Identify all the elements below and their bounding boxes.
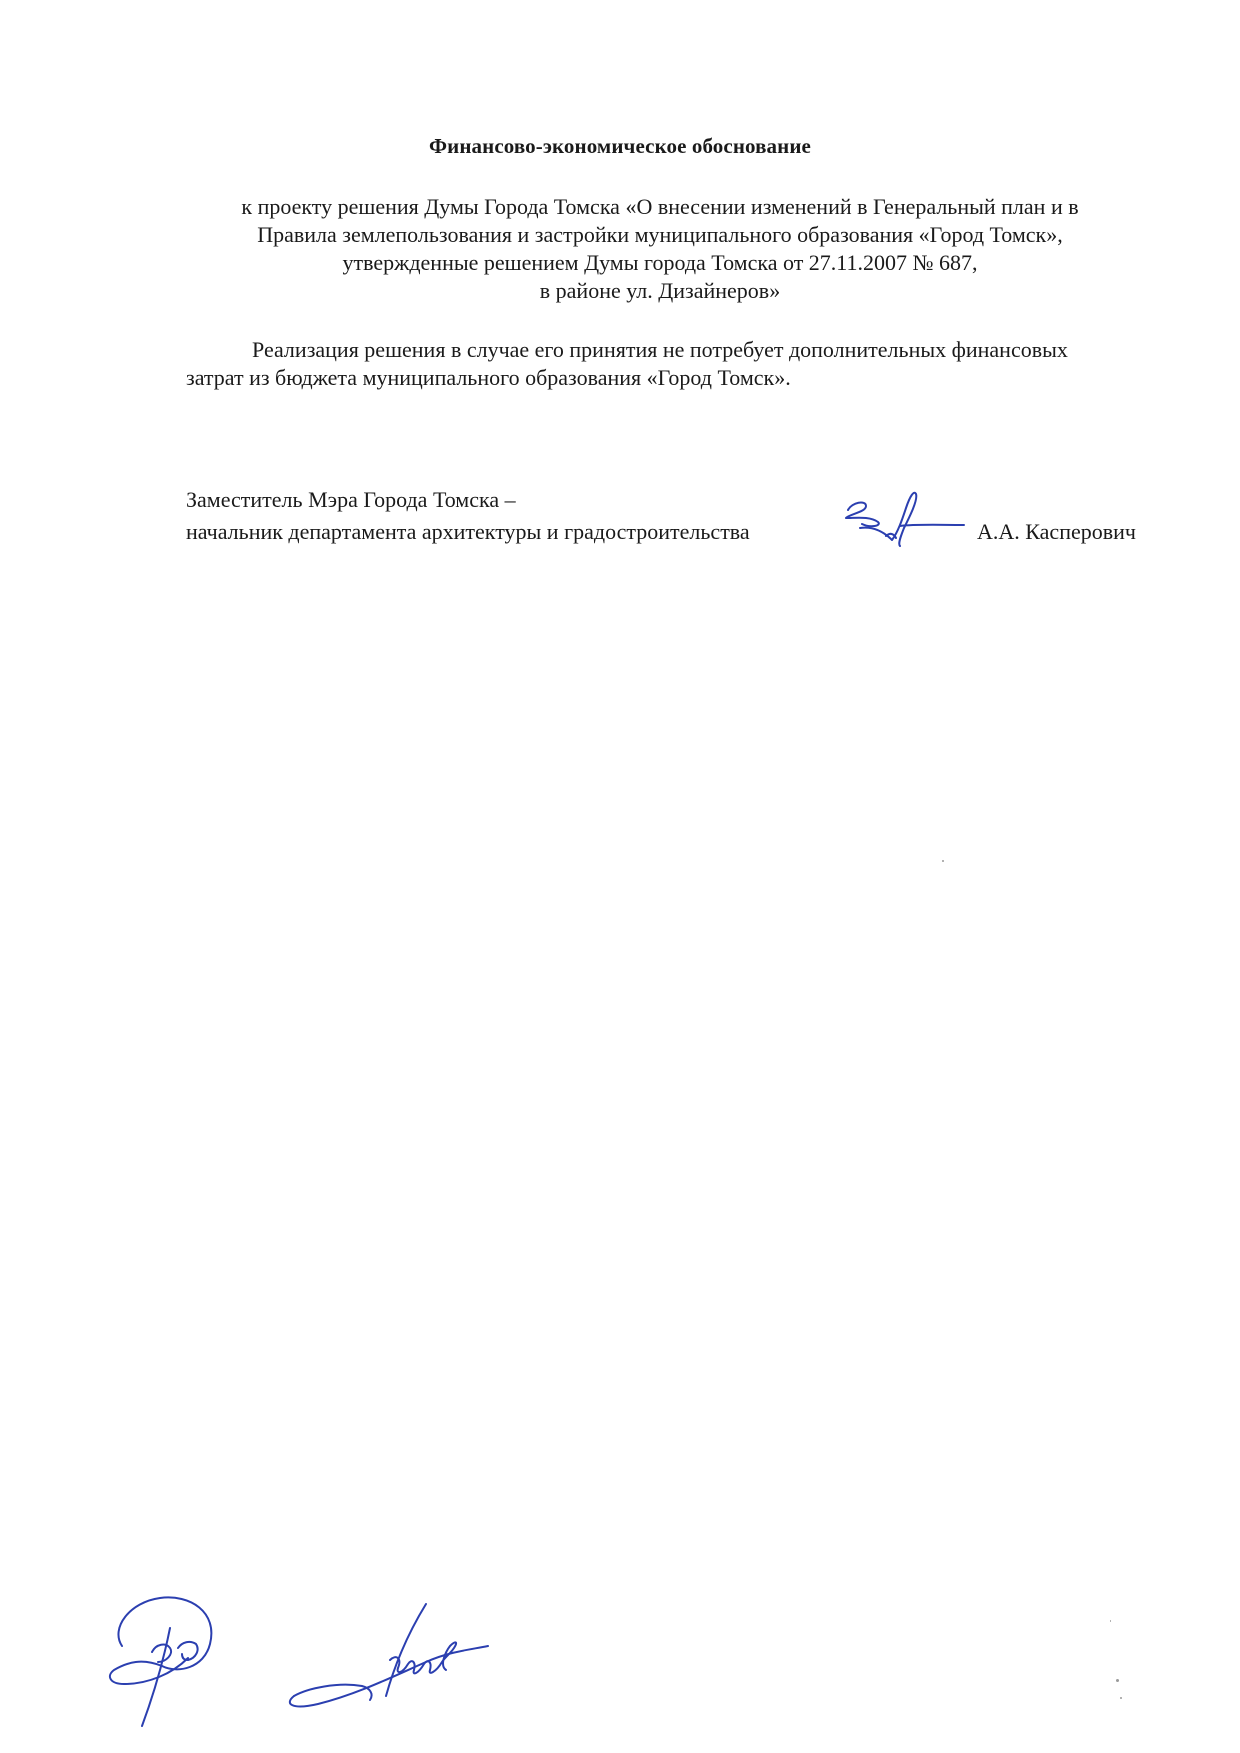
scan-speck bbox=[1116, 1679, 1119, 1682]
body-line: затрат из бюджета муниципального образования «Город Томск». bbox=[186, 365, 791, 390]
scan-speck bbox=[1120, 1697, 1122, 1699]
signatory-position-line2: начальник департамента архитектуры и градостроительства bbox=[186, 519, 750, 544]
subject-line: в районе ул. Дизайнеров» bbox=[539, 278, 781, 303]
initials-mark-right bbox=[278, 1600, 518, 1712]
document-subject bbox=[180, 193, 1140, 305]
subject-line: к проекту решения Думы Города Томска «О внесении изменений в Генеральный план и в bbox=[241, 194, 1079, 219]
body-paragraph bbox=[186, 336, 1162, 392]
scan-speck bbox=[1110, 1620, 1111, 1622]
main-signature bbox=[840, 488, 970, 550]
body-line: Реализация решения в случае его принятия не потребует дополнительных финансовых bbox=[252, 337, 1068, 362]
initials-mark-left bbox=[100, 1588, 250, 1738]
scan-speck bbox=[942, 860, 944, 862]
subject-line: утвержденные решением Думы города Томска от 27.11.2007 № 687, bbox=[342, 250, 978, 275]
signatory-name: А.А. Касперович bbox=[977, 519, 1136, 544]
subject-line: Правила землепользования и застройки муниципального образования «Город Томск», bbox=[257, 222, 1063, 247]
document-title: Финансово-экономическое обоснование bbox=[429, 134, 811, 158]
signatory-position-line1: Заместитель Мэра Города Томска – bbox=[186, 487, 516, 512]
